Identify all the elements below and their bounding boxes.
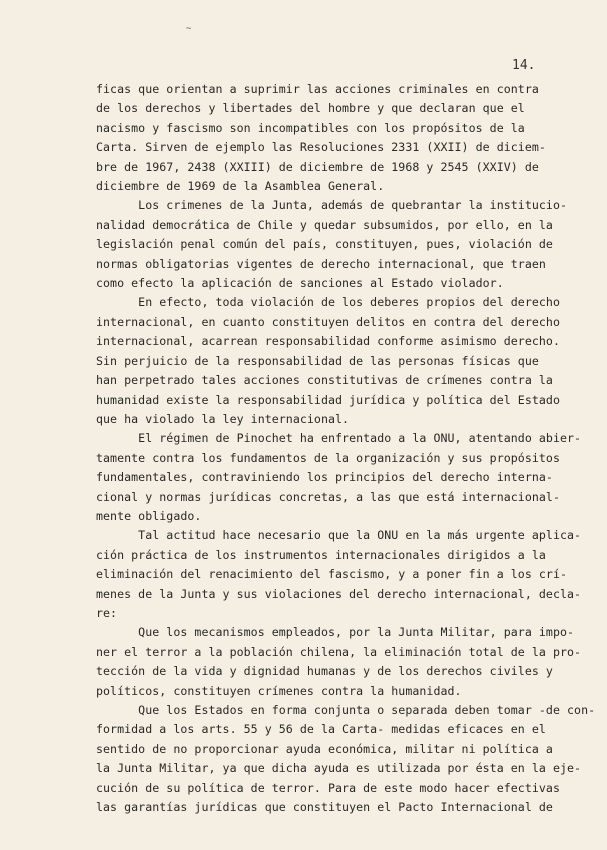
page-number: 14.: [512, 58, 536, 73]
paragraph: [96, 701, 596, 817]
paragraph: [96, 293, 560, 429]
text-line: tamente contra los fundamentos de la organización y sus propósitos: [96, 450, 560, 465]
text-line: re:: [96, 605, 118, 620]
text-line: El régimen de Pinochet ha enfrentado a la ONU, atentando abier-: [96, 431, 582, 446]
text-line: diciembre de 1969 de la Asamblea General.: [96, 179, 385, 194]
text-line: tección de la vida y dignidad humanas y de los derechos civiles y: [96, 664, 553, 679]
text-line: En efecto, toda violación de los deberes propios del derecho: [96, 295, 560, 310]
text-line: nacismo y fascismo son incompatibles con los propósitos de la: [96, 120, 525, 135]
text-line: bre de 1967, 2438 (XXIII) de diciembre de 1968 y 2545 (XXIV) de: [96, 159, 539, 174]
text-line: ner el terror a la población chilena, la eliminación total de la pro-: [96, 644, 582, 659]
text-line: nalidad democrática de Chile y quedar subsumidos, por ello, en la: [96, 217, 553, 232]
text-line: legislación penal común del país, constituyen, pues, violación de: [96, 237, 553, 252]
text-line: menes de la Junta y sus violaciones del derecho internacional, decla-: [96, 586, 582, 601]
paragraph: [96, 429, 582, 526]
text-line: mente obligado.: [96, 508, 202, 523]
paragraph: [96, 196, 568, 293]
text-line: Que los mecanismos empleados, por la Junta Militar, para impo-: [96, 625, 575, 640]
paragraph: [96, 526, 582, 623]
text-line: eliminación del renacimiento del fascismo, y a poner fin a los crí-: [96, 567, 568, 582]
text-line: Tal actitud hace necesario que la ONU en la más urgente aplica-: [96, 528, 582, 543]
text-line: han perpetrado tales acciones constitutivas de crímenes contra la: [96, 373, 553, 388]
text-line: humanidad existe la responsabilidad jurídica y política del Estado: [96, 392, 560, 407]
document-body: [96, 80, 596, 817]
text-line: fundamentales, contraviniendo los principios del derecho interna-: [96, 470, 553, 485]
text-line: cional y normas jurídicas concretas, a las que está internacional-: [96, 489, 560, 504]
text-line: políticos, constituyen crímenes contra la humanidad.: [96, 683, 462, 698]
text-line: ción práctica de los instrumentos internacionales dirigidos a la: [96, 547, 546, 562]
ink-mark: ~: [186, 24, 192, 34]
text-line: que ha violado la ley internacional.: [96, 411, 350, 426]
text-line: sentido de no proporcionar ayuda económica, militar ni política a: [96, 741, 553, 756]
text-line: cución de su política de terror. Para de este modo hacer efectivas: [96, 780, 560, 795]
text-line: internacional, acarrean responsabilidad conforme asimismo derecho.: [96, 334, 560, 349]
text-line: la Junta Militar, ya que dicha ayuda es utilizada por ésta en la eje-: [96, 761, 582, 776]
text-line: ficas que orientan a suprimir las acciones criminales en contra: [96, 82, 539, 96]
text-line: Carta. Sirven de ejemplo las Resoluciones 2331 (XXII) de diciem-: [96, 140, 546, 155]
text-line: de los derechos y libertades del hombre y que declaran que el: [96, 101, 525, 116]
text-line: normas obligatorias vigentes de derecho internacional, que traen: [96, 256, 546, 271]
text-line: Sin perjuicio de la responsabilidad de las personas físicas que: [96, 353, 539, 368]
text-line: formidad a los arts. 55 y 56 de la Carta- medidas eficaces en el: [96, 722, 546, 737]
text-line: como efecto la aplicación de sanciones al Estado violador.: [96, 276, 504, 291]
paragraph: [96, 623, 582, 701]
text-line: Que los Estados en forma conjunta o separada deben tomar -de con-: [96, 703, 596, 717]
paragraph: [96, 80, 551, 196]
text-line: Los crimenes de la Junta, además de quebrantar la institucio-: [96, 198, 568, 213]
text-line: las garantías jurídicas que constituyen el Pacto Internacional de: [96, 800, 553, 815]
text-line: internacional, en cuanto constituyen delitos en contra del derecho: [96, 314, 560, 329]
